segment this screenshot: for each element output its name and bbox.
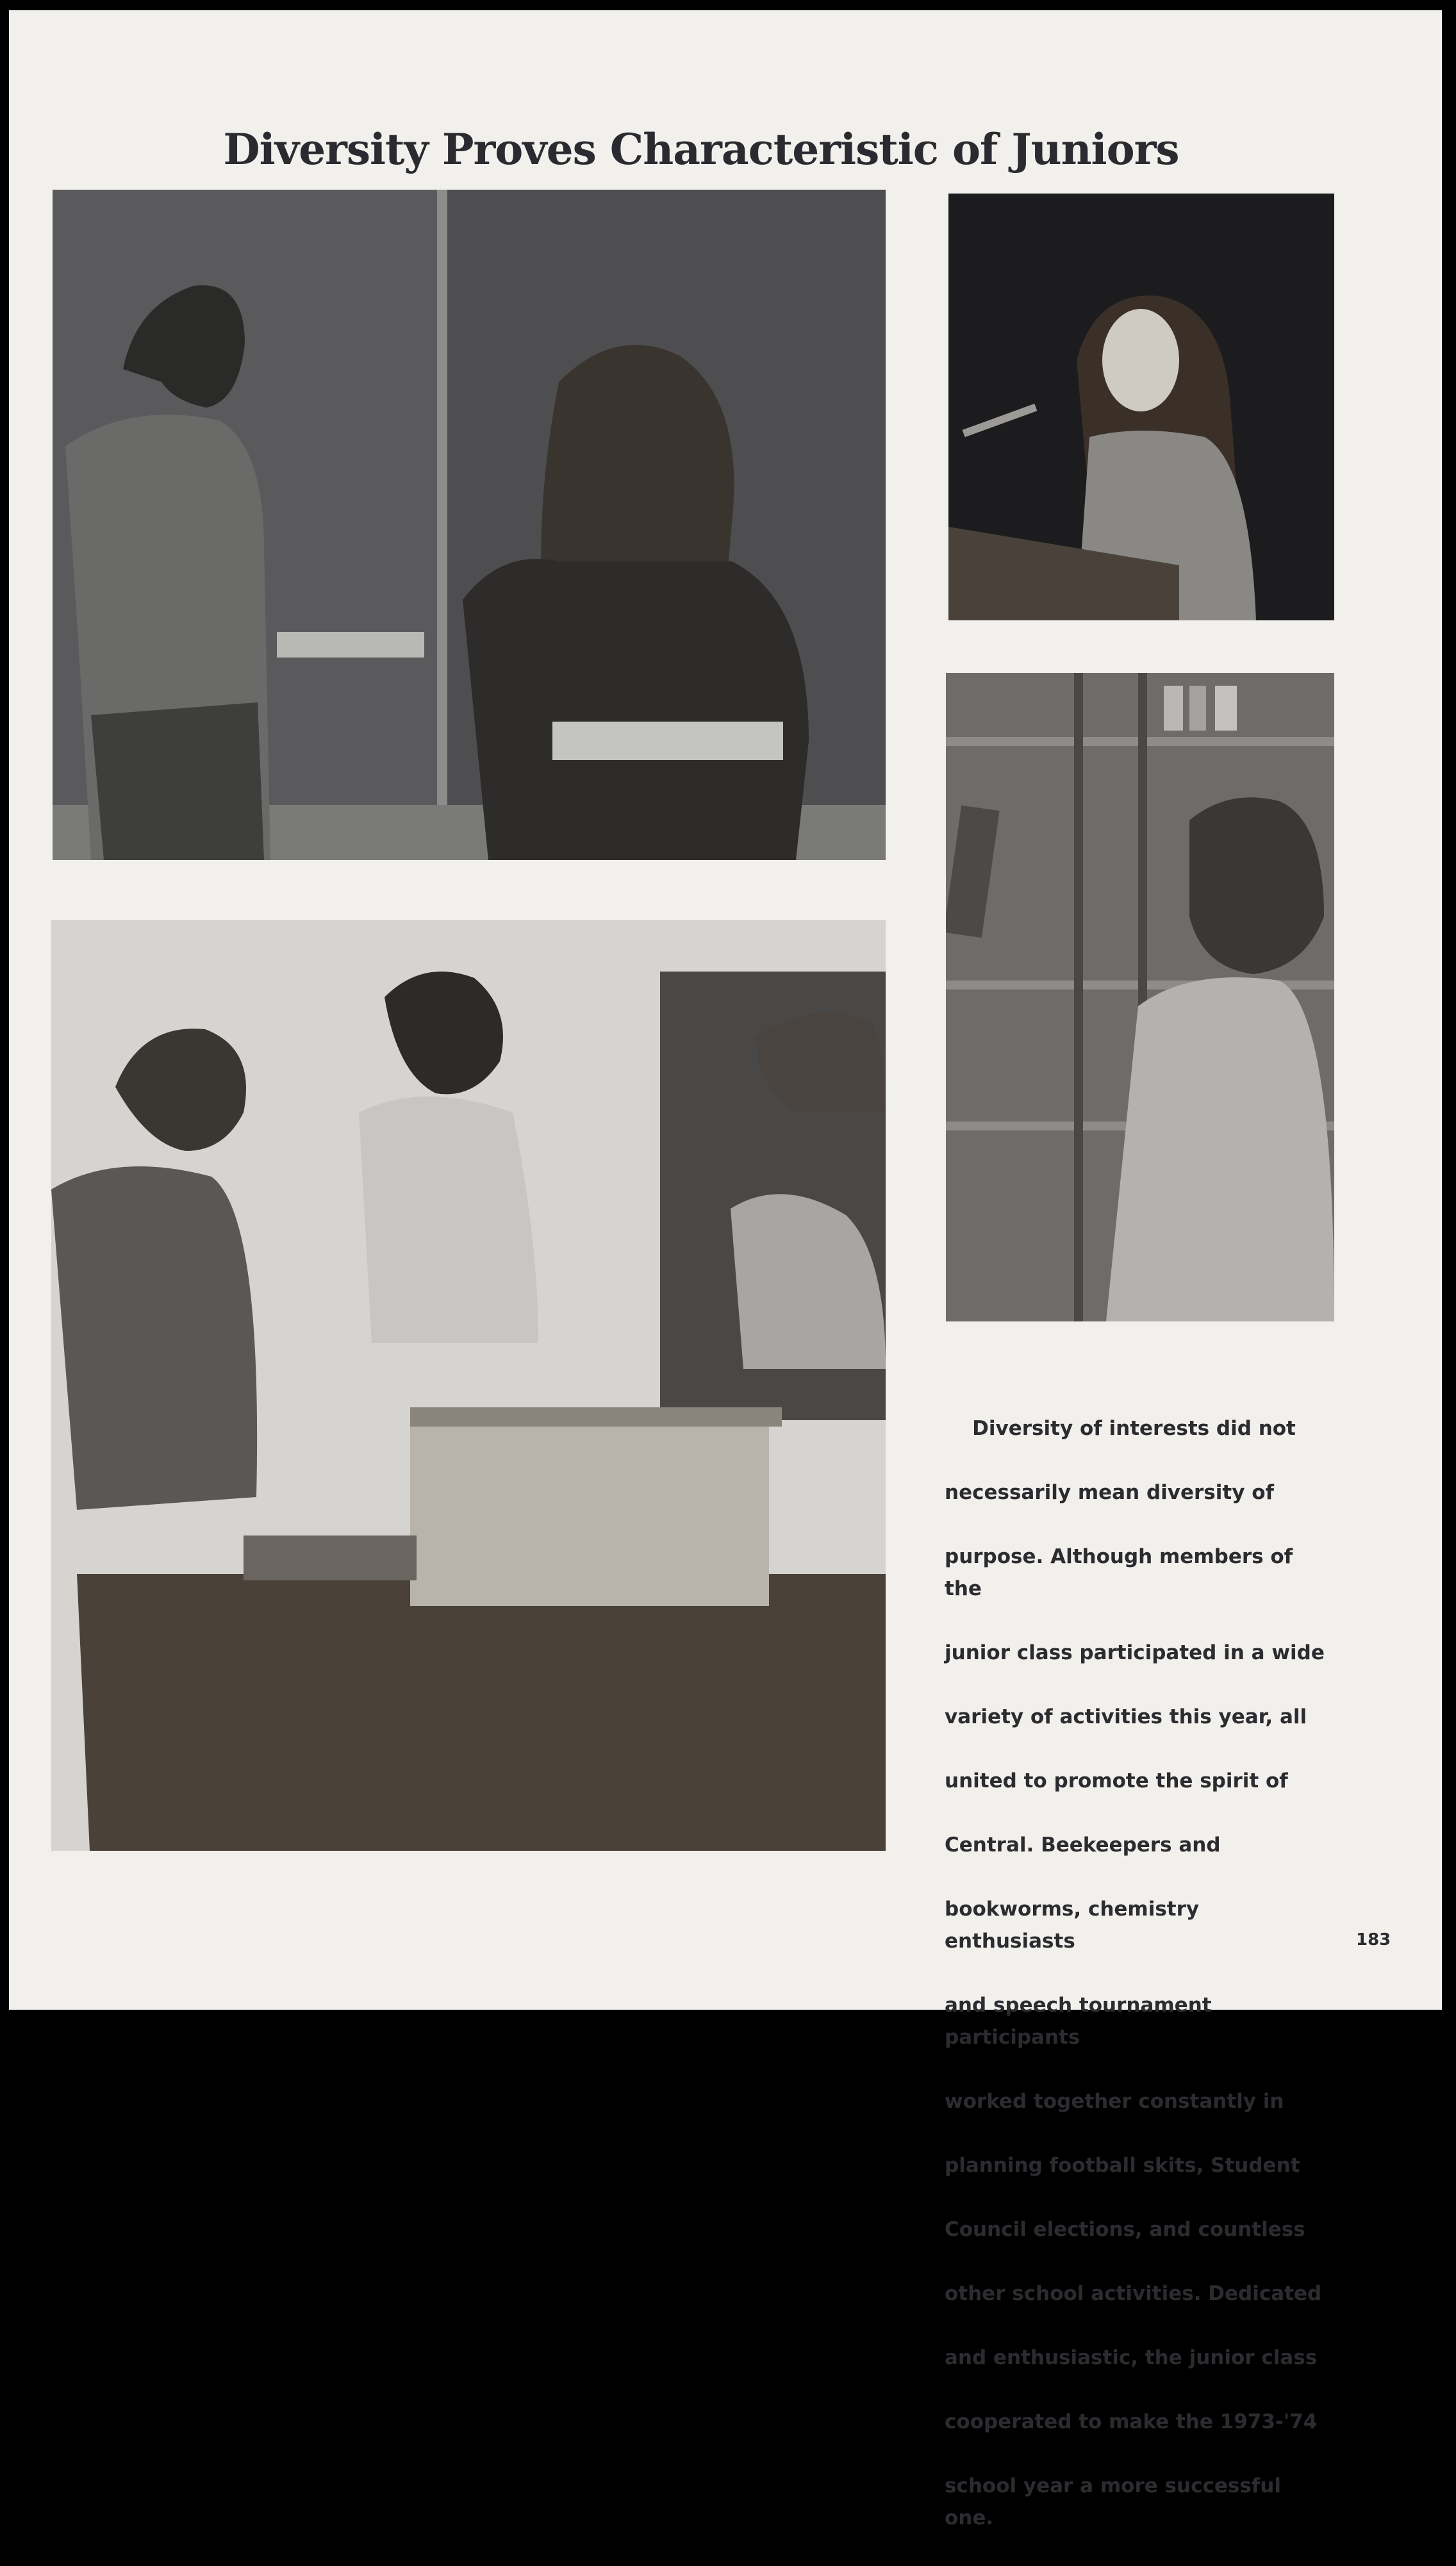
body-line: junior class participated in a wide xyxy=(945,1641,1325,1664)
body-line: and enthusiastic, the junior class xyxy=(945,2346,1318,2369)
body-line: bookworms, chemistry enthusiasts xyxy=(945,1898,1200,1953)
body-line: purpose. Although members of the xyxy=(945,1545,1293,1600)
body-line: Diversity of interests did not xyxy=(945,1417,1296,1440)
body-line: planning football skits, Student xyxy=(945,2154,1300,2177)
body-line: Council elections, and countless xyxy=(945,2218,1305,2241)
body-line: united to promote the spirit of xyxy=(945,1769,1288,1792)
yearbook-page xyxy=(9,10,1442,2529)
body-line: worked together constantly in xyxy=(945,2090,1284,2113)
body-line: and speech tournament participants xyxy=(945,1994,1212,2049)
library-photo xyxy=(946,673,1334,1321)
speaker-photo xyxy=(948,194,1334,620)
body-line: necessarily mean diversity of xyxy=(945,1481,1274,1504)
beehive-photo xyxy=(51,920,886,1851)
body-line: other school activities. Dedicated xyxy=(945,2282,1322,2305)
body-line: variety of activities this year, all xyxy=(945,1705,1307,1728)
page-number: 183 xyxy=(1356,1930,1391,1949)
chalkboard-photo xyxy=(53,190,886,860)
page-title: Diversity Proves Characteristic of Juniors xyxy=(223,124,1179,174)
body-paragraph xyxy=(945,1380,1329,2566)
body-line: cooperated to make the 1973-'74 xyxy=(945,2410,1318,2433)
body-line: Central. Beekeepers and xyxy=(945,1833,1221,1857)
body-line: school year a more successful one. xyxy=(945,2474,1281,2529)
